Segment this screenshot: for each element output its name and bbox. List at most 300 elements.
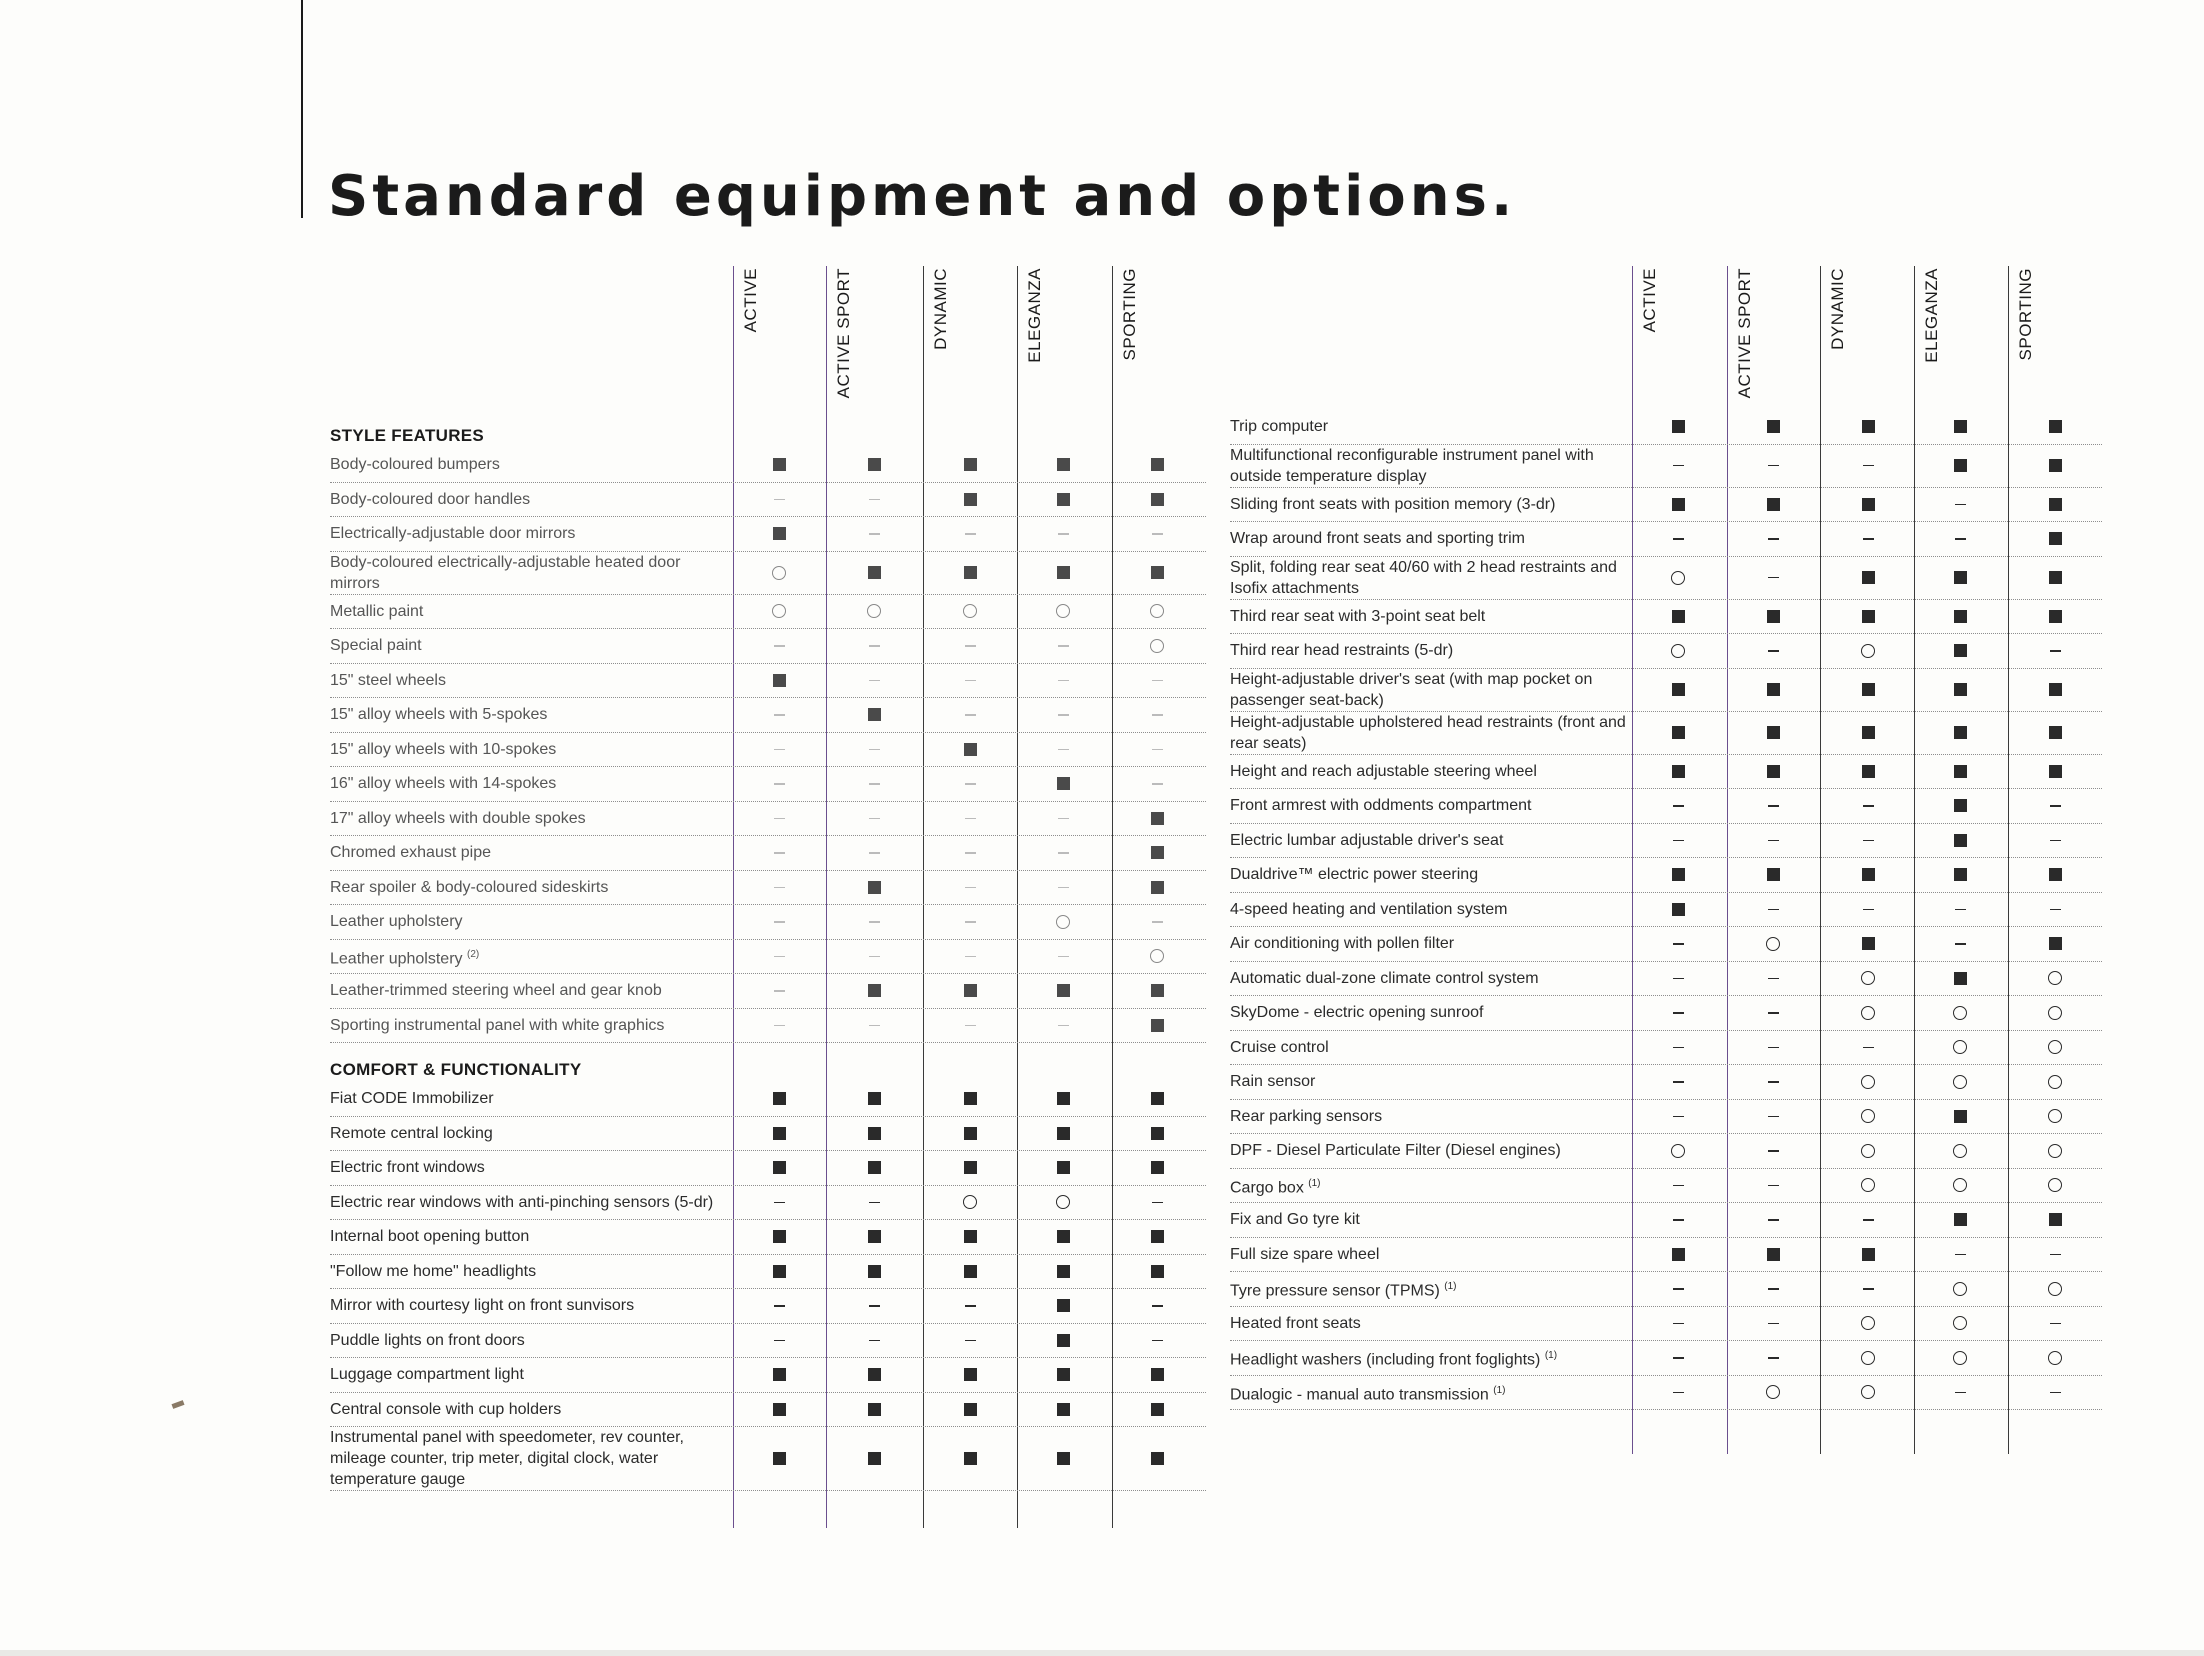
value-cell-sporting: [1142, 1427, 1172, 1490]
optional-circle-icon: [1861, 1385, 1875, 1399]
not-available-dash-icon: [1673, 1047, 1684, 1049]
optional-circle-icon: [772, 566, 786, 580]
not-available-dash-icon: [1058, 887, 1069, 889]
value-cell-dynamic: [955, 871, 985, 905]
value-cell-dynamic: [955, 1427, 985, 1490]
feature-label-text: Electric lumbar adjustable driver's seat: [1230, 831, 1504, 849]
value-cell-active-sport: [859, 940, 889, 974]
value-cell-dynamic: [1853, 712, 1883, 754]
value-cell-dynamic: [955, 698, 985, 732]
table-row: [330, 940, 1206, 975]
value-cell-active: [764, 940, 794, 974]
value-cell-active: [1663, 1307, 1693, 1341]
value-cell-active: [1663, 1100, 1693, 1134]
feature-label-text: Leather upholstery: [330, 913, 463, 931]
standard-square-icon: [2049, 683, 2062, 696]
value-cell-active: [1663, 557, 1693, 599]
table-row: [1230, 1065, 2102, 1100]
not-available-dash-icon: [1768, 1323, 1779, 1325]
value-cell-dynamic: [955, 802, 985, 836]
standard-square-icon: [1672, 1248, 1685, 1261]
value-cell-dynamic: [1853, 1238, 1883, 1272]
not-available-dash-icon: [1768, 1288, 1779, 1290]
not-available-dash-icon: [774, 956, 785, 958]
table-row: [330, 1324, 1206, 1359]
value-cell-active: [1663, 634, 1693, 668]
value-cell-dynamic: [1853, 996, 1883, 1030]
standard-square-icon: [868, 1230, 881, 1243]
feature-label: [1230, 1345, 1630, 1370]
feature-label-text: Rain sensor: [1230, 1073, 1316, 1091]
not-available-dash-icon: [1673, 840, 1684, 842]
not-available-dash-icon: [774, 1340, 785, 1342]
feature-label-text: Fiat CODE Immobilizer: [330, 1090, 494, 1108]
value-cell-dynamic: [1853, 557, 1883, 599]
feature-label-text: Central console with cup holders: [330, 1400, 562, 1418]
standard-square-icon: [1672, 868, 1685, 881]
standard-square-icon: [1767, 420, 1780, 433]
optional-circle-icon: [1861, 1006, 1875, 1020]
feature-label-text: Sliding front seats with position memory (3-dr): [1230, 495, 1556, 513]
table-row: [330, 483, 1206, 518]
not-available-dash-icon: [1768, 978, 1779, 980]
feature-label: [1230, 1244, 1630, 1265]
value-cell-active: [1663, 1272, 1693, 1306]
value-cell-sporting: [2040, 1065, 2070, 1099]
feature-label: [330, 1015, 730, 1036]
table-row: [330, 1255, 1206, 1290]
feature-label-text: Instrumental panel with speedometer, rev counter, mileage counter, trip meter, digital clock, water temperature gauge: [330, 1429, 684, 1488]
standard-square-icon: [2049, 937, 2062, 950]
value-cell-active: [1663, 1065, 1693, 1099]
value-cell-active-sport: [859, 552, 889, 594]
standard-square-icon: [868, 1161, 881, 1174]
value-cell-sporting: [1142, 1117, 1172, 1151]
feature-label-text: Front armrest with oddments compartment: [1230, 797, 1532, 815]
value-cell-eleganza: [1945, 410, 1975, 444]
feature-label-text: Leather upholstery: [330, 949, 463, 967]
value-cell-active: [764, 733, 794, 767]
optional-circle-icon: [1861, 1178, 1875, 1192]
optional-circle-icon: [1953, 1075, 1967, 1089]
value-cell-eleganza: [1048, 552, 1078, 594]
value-cell-dynamic: [955, 1393, 985, 1427]
standard-square-icon: [1057, 984, 1070, 997]
not-available-dash-icon: [2050, 650, 2061, 652]
not-available-dash-icon: [1768, 1012, 1779, 1014]
column-header-label: ACTIVE SPORT: [1735, 268, 1754, 399]
standard-square-icon: [773, 1265, 786, 1278]
value-cell-dynamic: [955, 664, 985, 698]
value-cell-sporting: [1142, 595, 1172, 629]
not-available-dash-icon: [2050, 1392, 2061, 1394]
value-cell-dynamic: [1853, 789, 1883, 823]
value-cell-active: [764, 1427, 794, 1490]
not-available-dash-icon: [965, 783, 976, 785]
standard-square-icon: [1672, 903, 1685, 916]
value-cell-active-sport: [859, 1358, 889, 1392]
not-available-dash-icon: [869, 1025, 880, 1027]
optional-circle-icon: [1671, 644, 1685, 658]
standard-square-icon: [1057, 1127, 1070, 1140]
value-cell-active-sport: [1758, 789, 1788, 823]
value-cell-sporting: [2040, 893, 2070, 927]
standard-square-icon: [773, 1161, 786, 1174]
not-available-dash-icon: [1768, 465, 1779, 467]
not-available-dash-icon: [965, 645, 976, 647]
feature-label-text: Luggage compartment light: [330, 1366, 524, 1384]
value-cell-active-sport: [859, 483, 889, 517]
value-cell-eleganza: [1048, 733, 1078, 767]
column-header-label: DYNAMIC: [931, 268, 950, 350]
value-cell-eleganza: [1945, 927, 1975, 961]
value-cell-active: [764, 1117, 794, 1151]
feature-label: [330, 877, 730, 898]
standard-square-icon: [1954, 834, 1967, 847]
standard-square-icon: [773, 1127, 786, 1140]
feature-label-text: Mirror with courtesy light on front sunvisors: [330, 1297, 635, 1315]
feature-label: [1230, 494, 1630, 515]
value-cell-sporting: [2040, 789, 2070, 823]
optional-circle-icon: [2048, 1351, 2062, 1365]
standard-square-icon: [1151, 458, 1164, 471]
standard-square-icon: [868, 1265, 881, 1278]
not-available-dash-icon: [1152, 1202, 1163, 1204]
standard-square-icon: [1954, 799, 1967, 812]
optional-circle-icon: [2048, 1006, 2062, 1020]
value-cell-active-sport: [859, 1220, 889, 1254]
column-header-label: SPORTING: [1120, 268, 1139, 361]
table-row: [330, 974, 1206, 1009]
column-header-label: SPORTING: [2016, 268, 2035, 361]
column-header-label: ELEGANZA: [1025, 268, 1044, 363]
not-available-dash-icon: [1768, 1047, 1779, 1049]
table-row: [1230, 1307, 2102, 1342]
standard-square-icon: [1151, 1019, 1164, 1032]
value-cell-eleganza: [1945, 858, 1975, 892]
feature-label: [1230, 528, 1630, 549]
value-cell-dynamic: [1853, 755, 1883, 789]
standard-square-icon: [2049, 459, 2062, 472]
feature-label: [330, 1427, 730, 1490]
value-cell-active-sport: [1758, 634, 1788, 668]
table-row: [330, 1289, 1206, 1324]
footnote-ref: (1): [1444, 1281, 1457, 1293]
column-header-label: DYNAMIC: [1828, 268, 1847, 350]
standard-square-icon: [773, 458, 786, 471]
not-available-dash-icon: [1673, 978, 1684, 980]
standard-square-icon: [1672, 498, 1685, 511]
table-row: [330, 733, 1206, 768]
not-available-dash-icon: [1955, 1392, 1966, 1394]
not-available-dash-icon: [774, 818, 785, 820]
standard-square-icon: [1151, 1161, 1164, 1174]
table-row: [330, 1393, 1206, 1428]
standard-square-icon: [964, 1368, 977, 1381]
value-cell-dynamic: [1853, 1169, 1883, 1203]
standard-square-icon: [868, 1452, 881, 1465]
value-cell-active-sport: [859, 1151, 889, 1185]
column-header-label: ACTIVE SPORT: [834, 268, 853, 399]
value-cell-dynamic: [1853, 634, 1883, 668]
value-cell-sporting: [1142, 1289, 1172, 1323]
standard-square-icon: [1954, 571, 1967, 584]
feature-label-text: Leather-trimmed steering wheel and gear knob: [330, 982, 662, 1000]
not-available-dash-icon: [774, 1305, 785, 1307]
optional-circle-icon: [963, 604, 977, 618]
value-cell-dynamic: [955, 1255, 985, 1289]
feature-label-text: Full size spare wheel: [1230, 1245, 1380, 1263]
value-cell-dynamic: [955, 1151, 985, 1185]
value-cell-eleganza: [1945, 1307, 1975, 1341]
feature-label-text: Cruise control: [1230, 1038, 1329, 1056]
value-cell-sporting: [2040, 445, 2070, 487]
value-cell-sporting: [1142, 1186, 1172, 1220]
not-available-dash-icon: [965, 956, 976, 958]
standard-square-icon: [1151, 1127, 1164, 1140]
value-cell-sporting: [1142, 1082, 1172, 1116]
standard-square-icon: [773, 674, 786, 687]
optional-circle-icon: [1953, 1006, 1967, 1020]
standard-square-icon: [2049, 532, 2062, 545]
value-cell-eleganza: [1048, 1255, 1078, 1289]
value-cell-active: [764, 448, 794, 482]
table-row: [1230, 1169, 2102, 1204]
table-row: [330, 552, 1206, 595]
value-cell-sporting: [2040, 1376, 2070, 1410]
value-cell-active: [764, 1358, 794, 1392]
value-cell-sporting: [2040, 996, 2070, 1030]
feature-label: [1230, 1140, 1630, 1161]
standard-square-icon: [773, 1230, 786, 1243]
value-cell-sporting: [2040, 1238, 2070, 1272]
value-cell-sporting: [1142, 1009, 1172, 1043]
value-cell-eleganza: [1048, 871, 1078, 905]
value-cell-sporting: [1142, 767, 1172, 801]
not-available-dash-icon: [869, 783, 880, 785]
not-available-dash-icon: [1673, 805, 1684, 807]
value-cell-eleganza: [1945, 634, 1975, 668]
value-cell-active-sport: [859, 1324, 889, 1358]
optional-circle-icon: [963, 1195, 977, 1209]
standard-square-icon: [1954, 644, 1967, 657]
standard-square-icon: [868, 881, 881, 894]
value-cell-eleganza: [1048, 836, 1078, 870]
value-cell-eleganza: [1048, 664, 1078, 698]
value-cell-sporting: [1142, 552, 1172, 594]
value-cell-active: [764, 1009, 794, 1043]
value-cell-active-sport: [1758, 1031, 1788, 1065]
standard-square-icon: [773, 1403, 786, 1416]
value-cell-dynamic: [955, 1186, 985, 1220]
standard-square-icon: [868, 566, 881, 579]
value-cell-active: [1663, 1134, 1693, 1168]
value-cell-active: [1663, 1376, 1693, 1410]
standard-square-icon: [1767, 498, 1780, 511]
value-cell-dynamic: [1853, 893, 1883, 927]
not-available-dash-icon: [1058, 956, 1069, 958]
value-cell-dynamic: [955, 1324, 985, 1358]
value-cell-eleganza: [1048, 1358, 1078, 1392]
value-cell-active-sport: [859, 802, 889, 836]
feature-label: [1230, 864, 1630, 885]
value-cell-sporting: [2040, 522, 2070, 556]
feature-label: [330, 911, 730, 932]
value-cell-sporting: [1142, 802, 1172, 836]
table-row: [330, 905, 1206, 940]
feature-label-text: Dualogic - manual auto transmission: [1230, 1385, 1489, 1403]
standard-square-icon: [1057, 1265, 1070, 1278]
value-cell-active: [1663, 824, 1693, 858]
value-cell-active-sport: [1758, 1203, 1788, 1237]
value-cell-active-sport: [1758, 445, 1788, 487]
feature-label: [330, 552, 730, 594]
value-cell-eleganza: [1945, 600, 1975, 634]
standard-square-icon: [1954, 765, 1967, 778]
optional-circle-icon: [1861, 644, 1875, 658]
value-cell-active-sport: [1758, 858, 1788, 892]
table-row: [1230, 1341, 2102, 1376]
optional-circle-icon: [1056, 604, 1070, 618]
column-header-active-sport: [832, 268, 856, 398]
table-row: [1230, 445, 2102, 488]
value-cell-dynamic: [955, 1358, 985, 1392]
standard-square-icon: [1151, 1230, 1164, 1243]
feature-label: [330, 808, 730, 829]
optional-circle-icon: [1861, 1144, 1875, 1158]
table-row: [330, 1427, 1206, 1491]
standard-square-icon: [1767, 610, 1780, 623]
value-cell-eleganza: [1945, 755, 1975, 789]
value-cell-active-sport: [1758, 669, 1788, 711]
feature-label-text: Remote central locking: [330, 1124, 493, 1142]
value-cell-sporting: [2040, 962, 2070, 996]
value-cell-active: [764, 483, 794, 517]
standard-square-icon: [868, 708, 881, 721]
standard-square-icon: [964, 1092, 977, 1105]
value-cell-sporting: [2040, 1134, 2070, 1168]
table-row: [1230, 634, 2102, 669]
optional-circle-icon: [1953, 1316, 1967, 1330]
not-available-dash-icon: [1152, 749, 1163, 751]
value-cell-dynamic: [1853, 669, 1883, 711]
value-cell-dynamic: [955, 595, 985, 629]
standard-square-icon: [1151, 493, 1164, 506]
footnote-ref: (1): [1544, 1350, 1558, 1362]
table-row: [1230, 755, 2102, 790]
feature-label: [330, 601, 730, 622]
value-cell-active-sport: [1758, 1100, 1788, 1134]
not-available-dash-icon: [1058, 749, 1069, 751]
value-cell-dynamic: [1853, 522, 1883, 556]
value-cell-active-sport: [859, 1082, 889, 1116]
value-cell-active: [764, 629, 794, 663]
not-available-dash-icon: [1863, 1288, 1874, 1290]
value-cell-dynamic: [1853, 1376, 1883, 1410]
not-available-dash-icon: [869, 1305, 880, 1307]
feature-label: [1230, 557, 1630, 599]
value-cell-active: [1663, 712, 1693, 754]
value-cell-active-sport: [859, 974, 889, 1008]
table-row: [1230, 962, 2102, 997]
standard-square-icon: [1767, 765, 1780, 778]
feature-label: [330, 1261, 730, 1282]
feature-label-text: Third rear seat with 3-point seat belt: [1230, 607, 1486, 625]
not-available-dash-icon: [1152, 1340, 1163, 1342]
value-cell-eleganza: [1048, 448, 1078, 482]
feature-label-text: 16" alloy wheels with 14-spokes: [330, 775, 557, 793]
value-cell-eleganza: [1945, 824, 1975, 858]
standard-square-icon: [1767, 868, 1780, 881]
value-cell-eleganza: [1048, 1117, 1078, 1151]
not-available-dash-icon: [2050, 909, 2061, 911]
value-cell-active-sport: [859, 664, 889, 698]
table-row: [1230, 1376, 2102, 1411]
feature-label-text: 15" alloy wheels with 10-spokes: [330, 740, 557, 758]
optional-circle-icon: [772, 604, 786, 618]
standard-square-icon: [1151, 881, 1164, 894]
standard-square-icon: [773, 1368, 786, 1381]
value-cell-active-sport: [1758, 1341, 1788, 1375]
not-available-dash-icon: [1152, 921, 1163, 923]
not-available-dash-icon: [1863, 805, 1874, 807]
standard-square-icon: [773, 1092, 786, 1105]
value-cell-eleganza: [1048, 1427, 1078, 1490]
standard-square-icon: [1151, 984, 1164, 997]
standard-square-icon: [1151, 812, 1164, 825]
value-cell-active: [764, 1186, 794, 1220]
value-cell-active: [1663, 522, 1693, 556]
not-available-dash-icon: [1768, 577, 1779, 579]
optional-circle-icon: [1861, 1075, 1875, 1089]
standard-square-icon: [964, 493, 977, 506]
value-cell-sporting: [2040, 557, 2070, 599]
optional-circle-icon: [1150, 604, 1164, 618]
standard-square-icon: [1057, 1368, 1070, 1381]
not-available-dash-icon: [965, 921, 976, 923]
not-available-dash-icon: [1152, 1305, 1163, 1307]
feature-label-text: Dualdrive™ electric power steering: [1230, 866, 1479, 884]
value-cell-eleganza: [1048, 905, 1078, 939]
not-available-dash-icon: [965, 714, 976, 716]
table-row: [1230, 1031, 2102, 1066]
value-cell-active-sport: [1758, 557, 1788, 599]
not-available-dash-icon: [774, 990, 785, 992]
value-cell-sporting: [1142, 1393, 1172, 1427]
feature-label-text: Puddle lights on front doors: [330, 1331, 525, 1349]
table-row: [1230, 893, 2102, 928]
value-cell-sporting: [1142, 1324, 1172, 1358]
not-available-dash-icon: [1955, 909, 1966, 911]
value-cell-dynamic: [1853, 410, 1883, 444]
value-cell-sporting: [2040, 1100, 2070, 1134]
value-cell-sporting: [2040, 755, 2070, 789]
standard-square-icon: [1672, 420, 1685, 433]
optional-circle-icon: [1766, 1385, 1780, 1399]
value-cell-active-sport: [1758, 712, 1788, 754]
value-cell-active-sport: [1758, 962, 1788, 996]
not-available-dash-icon: [774, 1025, 785, 1027]
value-cell-active: [1663, 1031, 1693, 1065]
value-cell-eleganza: [1945, 488, 1975, 522]
value-cell-eleganza: [1945, 996, 1975, 1030]
value-cell-dynamic: [1853, 962, 1883, 996]
value-cell-active-sport: [859, 448, 889, 482]
not-available-dash-icon: [1058, 680, 1069, 682]
value-cell-active-sport: [1758, 1134, 1788, 1168]
feature-label: [1230, 1173, 1630, 1198]
value-cell-active-sport: [859, 1009, 889, 1043]
